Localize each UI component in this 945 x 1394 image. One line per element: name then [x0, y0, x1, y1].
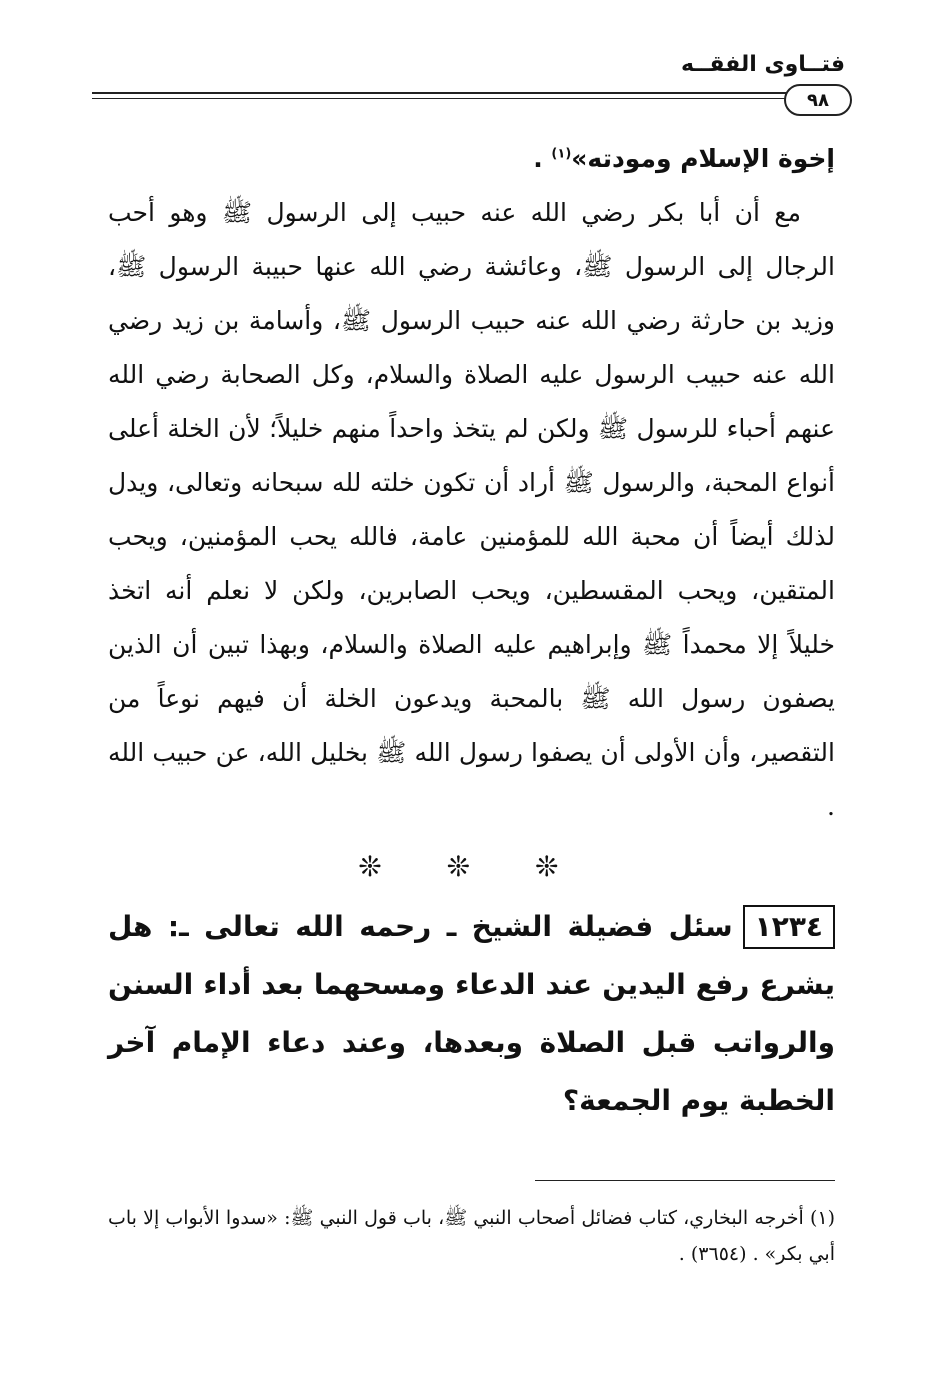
header-rule	[92, 92, 833, 94]
opening-line	[108, 132, 835, 186]
opening-end: .	[533, 144, 552, 173]
main-paragraph: مع أن أبا بكر رضي الله عنه حبيب إلى الرسول ﷺ وهو أحب الرجال إلى الرسول ﷺ، وعائشة رضي الله عنها حبيبة الرسول ﷺ، وزيد بن حارثة رضي الله عنه حبيب الرسول ﷺ، وأسامة بن زيد رضي الله عنه حبيب الرسول عليه الصلاة والسلام، وكل الصحابة رضي الله عنهم أحباء للرسول ﷺ ولكن لم يتخذ واحداً منهم خليلاً؛ لأن الخلة أعلى أنواع المحبة، والرسول ﷺ أراد أن تكون خلته لله سبحانه وتعالى، ويدل لذلك أيضاً أن محبة الله للمؤمنين عامة، فالله يحب المؤمنين، ويحب المتقين، ويحب المقسطين، ويحب الصابرين، ولكن لا نعلم أنه اتخذ خليلاً إلا محمداً ﷺ وإبراهيم عليه الصلاة والسلام، وبهذا تبين أن الذين يصفون رسول الله ﷺ بالمحبة ويدعون الخلة أن فيهم نوعاً من التقصير، وأن الأولى أن يصفوا رسول الله ﷺ بخليل الله، عن حبيب الله .	[108, 198, 835, 821]
footnote-text: (١) أخرجه البخاري، كتاب فضائل أصحاب النبي ﷺ، باب قول النبي ﷺ: «سدوا الأبواب إلا باب أبي بكر» . (٣٦٥٤) .	[108, 1207, 835, 1265]
footnote-rule	[535, 1180, 835, 1181]
opening-text: إخوة الإسلام ومودته»	[571, 144, 835, 173]
page-number: ٩٨	[784, 84, 852, 116]
footnote-reference[interactable]: (١)	[551, 146, 572, 162]
body-text	[108, 132, 835, 834]
question-number: ١٢٣٤	[743, 905, 835, 949]
header-rule-thin	[92, 98, 833, 99]
footnote	[108, 1200, 835, 1272]
running-title: فتــاوى الفقــه	[680, 52, 845, 77]
section-separator: ❊ ❊ ❊	[358, 850, 587, 883]
question-block	[108, 898, 835, 1130]
question-text: سئل فضيلة الشيخ ـ رحمه الله تعالى ـ: هل يشرع رفع اليدين عند الدعاء ومسحهما بعد أداء السنن والرواتب قبل الصلاة وبعدها، وعند دعاء الإمام آخر الخطبة يوم الجمعة؟	[108, 910, 835, 1117]
